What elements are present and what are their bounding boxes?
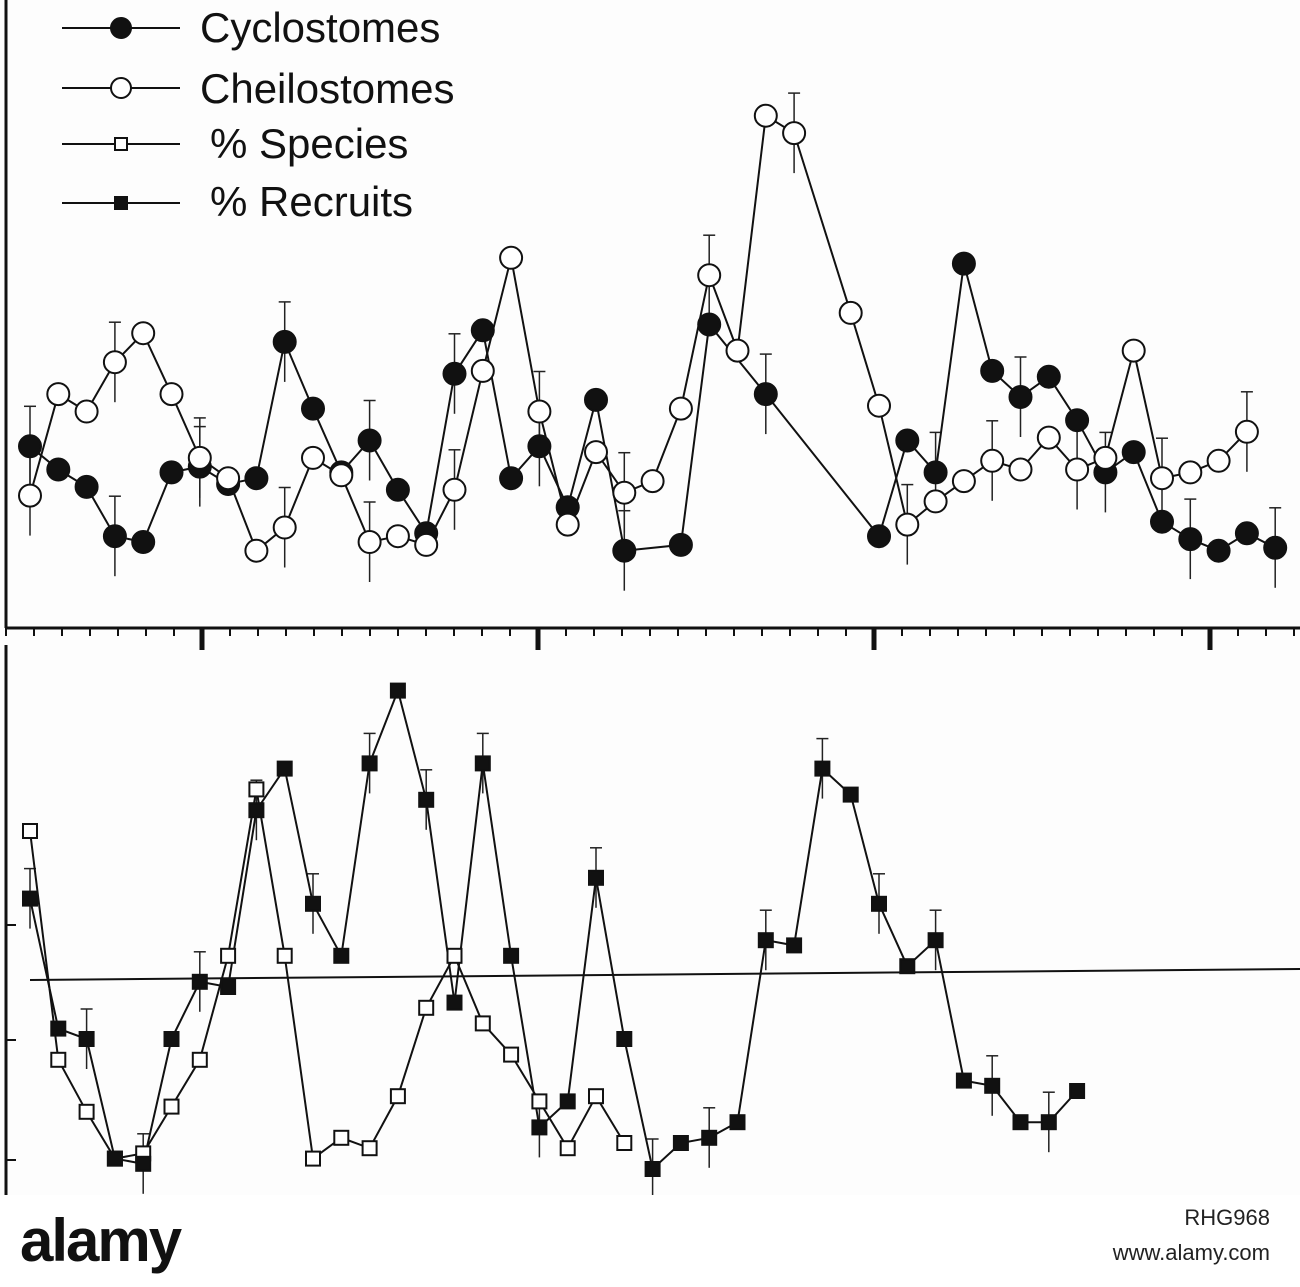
cheilostomes-point xyxy=(1038,427,1060,449)
cyclostomes-point xyxy=(1010,386,1032,408)
species-point xyxy=(589,1089,603,1103)
cheilostomes-point xyxy=(840,302,862,324)
cheilostomes-point xyxy=(698,264,720,286)
cyclostomes-point xyxy=(1236,522,1258,544)
cheilostomes-point xyxy=(387,525,409,547)
cyclostomes-point xyxy=(76,476,98,498)
bottom-panel-reference-line xyxy=(30,969,1300,980)
recruits-point xyxy=(844,788,858,802)
cheilostomes-point xyxy=(557,514,579,536)
cheilostomes-point xyxy=(274,517,296,539)
recruits-point xyxy=(1070,1084,1084,1098)
recruits-point xyxy=(900,959,914,973)
cheilostomes-point xyxy=(104,351,126,373)
cyclostomes-point xyxy=(359,430,381,452)
cheilostomes-point xyxy=(245,540,267,562)
cheilostomes-point xyxy=(189,447,211,469)
recruits-point xyxy=(221,980,235,994)
cheilostomes-point xyxy=(217,467,239,489)
recruits-point xyxy=(589,871,603,885)
species-point xyxy=(532,1094,546,1108)
cyclostomes-point xyxy=(1151,511,1173,533)
recruits-point xyxy=(731,1115,745,1129)
cheilostomes-point xyxy=(528,401,550,423)
recruits-point xyxy=(136,1157,150,1171)
cheilostomes-point xyxy=(613,482,635,504)
recruits-point xyxy=(617,1032,631,1046)
series-line-cyclostomes xyxy=(30,264,1275,551)
cheilostomes-point xyxy=(1179,461,1201,483)
species-point xyxy=(363,1141,377,1155)
cyclostomes-point xyxy=(161,461,183,483)
recruits-point xyxy=(108,1152,122,1166)
cyclostomes-point xyxy=(132,531,154,553)
legend-item-recruits xyxy=(62,178,413,225)
cyclostomes-point xyxy=(585,389,607,411)
legend-label: Cheilostomes xyxy=(200,65,455,112)
cheilostomes-point xyxy=(359,531,381,553)
cyclostomes-point xyxy=(981,360,1003,382)
cyclostomes-point xyxy=(19,435,41,457)
recruits-point xyxy=(51,1022,65,1036)
recruits-point xyxy=(929,933,943,947)
top-panel-error-bars xyxy=(24,93,1281,591)
cheilostomes-point xyxy=(161,383,183,405)
cyclostomes-point xyxy=(500,467,522,489)
cheilostomes-point xyxy=(755,105,777,127)
cheilostomes-point xyxy=(302,447,324,469)
legend-item-cyclostomes xyxy=(62,4,440,51)
cheilostomes-point xyxy=(925,490,947,512)
recruits-point xyxy=(759,933,773,947)
cheilostomes-point xyxy=(76,401,98,423)
cyclostomes-point xyxy=(1066,409,1088,431)
recruits-point xyxy=(1042,1115,1056,1129)
cyclostomes-point xyxy=(896,430,918,452)
cheilostomes-point xyxy=(47,383,69,405)
recruits-point xyxy=(787,938,801,952)
legend-label: Cyclostomes xyxy=(200,4,441,51)
cheilostomes-point xyxy=(500,247,522,269)
cyclostomes-point xyxy=(953,253,975,275)
legend-item-species xyxy=(62,120,408,167)
top-panel-x-ticks xyxy=(6,628,1294,650)
species-point xyxy=(448,949,462,963)
cyclostomes-point xyxy=(868,525,890,547)
species-point xyxy=(306,1152,320,1166)
cheilostomes-point xyxy=(1236,421,1258,443)
cyclostomes-point xyxy=(387,479,409,501)
recruits-point xyxy=(674,1136,688,1150)
cyclostomes-point xyxy=(104,525,126,547)
species-point xyxy=(23,824,37,838)
cheilostomes-point xyxy=(1066,459,1088,481)
recruits-point xyxy=(872,897,886,911)
recruits-point xyxy=(815,762,829,776)
recruits-point xyxy=(306,897,320,911)
species-point xyxy=(561,1141,575,1155)
cyclostomes-point xyxy=(528,435,550,457)
species-point xyxy=(249,782,263,796)
image-id-label: RHG968 xyxy=(1184,1205,1270,1230)
species-point xyxy=(476,1016,490,1030)
cyclostomes-point xyxy=(47,459,69,481)
cyclostomes-point xyxy=(925,461,947,483)
cyclostomes-point xyxy=(698,314,720,336)
recruits-point xyxy=(193,975,207,989)
species-point xyxy=(617,1136,631,1150)
cheilostomes-point xyxy=(19,485,41,507)
cheilostomes-point xyxy=(981,450,1003,472)
cheilostomes-point xyxy=(896,514,918,536)
cyclostomes-point xyxy=(274,331,296,353)
cyclostomes-point xyxy=(1208,540,1230,562)
recruits-point xyxy=(985,1079,999,1093)
cyclostomes-point xyxy=(1038,366,1060,388)
species-point xyxy=(391,1089,405,1103)
recruits-point xyxy=(702,1131,716,1145)
recruits-point xyxy=(249,803,263,817)
cheilostomes-point xyxy=(1208,450,1230,472)
recruits-point xyxy=(957,1074,971,1088)
bottom-panel-series-lines xyxy=(30,691,1077,1169)
cheilostomes-point xyxy=(132,322,154,344)
chart-legend xyxy=(62,4,454,225)
species-point xyxy=(193,1053,207,1067)
species-point xyxy=(51,1053,65,1067)
recruits-point xyxy=(561,1094,575,1108)
cheilostomes-point xyxy=(783,122,805,144)
cheilostomes-point xyxy=(415,534,437,556)
species-point xyxy=(278,949,292,963)
species-point xyxy=(80,1105,94,1119)
species-point xyxy=(504,1048,518,1062)
species-point xyxy=(334,1131,348,1145)
cheilostomes-point xyxy=(330,464,352,486)
recruits-point xyxy=(532,1120,546,1134)
cyclostomes-point xyxy=(1123,441,1145,463)
recruits-point xyxy=(448,996,462,1010)
species-point xyxy=(221,949,235,963)
recruits-point xyxy=(646,1162,660,1176)
legend-open-square-icon xyxy=(115,138,127,150)
series-line-recruits xyxy=(30,691,1077,1169)
cyclostomes-point xyxy=(1264,537,1286,559)
species-point xyxy=(165,1100,179,1114)
cheilostomes-point xyxy=(444,479,466,501)
cyclostomes-point xyxy=(472,319,494,341)
recruits-point xyxy=(278,762,292,776)
species-point xyxy=(419,1001,433,1015)
top-panel-points xyxy=(19,105,1286,562)
alamy-logo: alamy xyxy=(20,1207,181,1274)
cyclostomes-point xyxy=(755,383,777,405)
legend-item-cheilostomes xyxy=(62,65,454,112)
recruits-point xyxy=(476,756,490,770)
cyclostomes-point xyxy=(245,467,267,489)
site-url-label: www.alamy.com xyxy=(1112,1240,1270,1265)
legend-filled-square-icon xyxy=(115,197,127,209)
cheilostomes-point xyxy=(868,395,890,417)
recruits-point xyxy=(165,1032,179,1046)
recruits-point xyxy=(504,949,518,963)
legend-open-circle-icon xyxy=(111,78,131,98)
cheilostomes-point xyxy=(1010,459,1032,481)
bottom-panel-points xyxy=(23,684,1084,1176)
cyclostomes-point xyxy=(670,534,692,556)
cheilostomes-point xyxy=(670,398,692,420)
cheilostomes-point xyxy=(953,470,975,492)
recruits-point xyxy=(391,684,405,698)
cheilostomes-point xyxy=(642,470,664,492)
recruits-point xyxy=(23,892,37,906)
cyclostomes-point xyxy=(444,363,466,385)
cheilostomes-point xyxy=(1151,467,1173,489)
cheilostomes-point xyxy=(1094,447,1116,469)
cheilostomes-point xyxy=(472,360,494,382)
legend-filled-circle-icon xyxy=(111,18,131,38)
recruits-point xyxy=(1014,1115,1028,1129)
recruits-point xyxy=(419,793,433,807)
cyclostomes-point xyxy=(1179,528,1201,550)
recruits-point xyxy=(363,756,377,770)
legend-label: % Species xyxy=(210,120,409,167)
recruits-point xyxy=(80,1032,94,1046)
cyclostomes-point xyxy=(302,398,324,420)
legend-label: % Recruits xyxy=(210,178,414,225)
cheilostomes-point xyxy=(585,441,607,463)
watermark-footer xyxy=(0,1195,1300,1287)
cheilostomes-point xyxy=(727,340,749,362)
cyclostomes-point xyxy=(613,540,635,562)
recruits-point xyxy=(334,949,348,963)
cheilostomes-point xyxy=(1123,340,1145,362)
